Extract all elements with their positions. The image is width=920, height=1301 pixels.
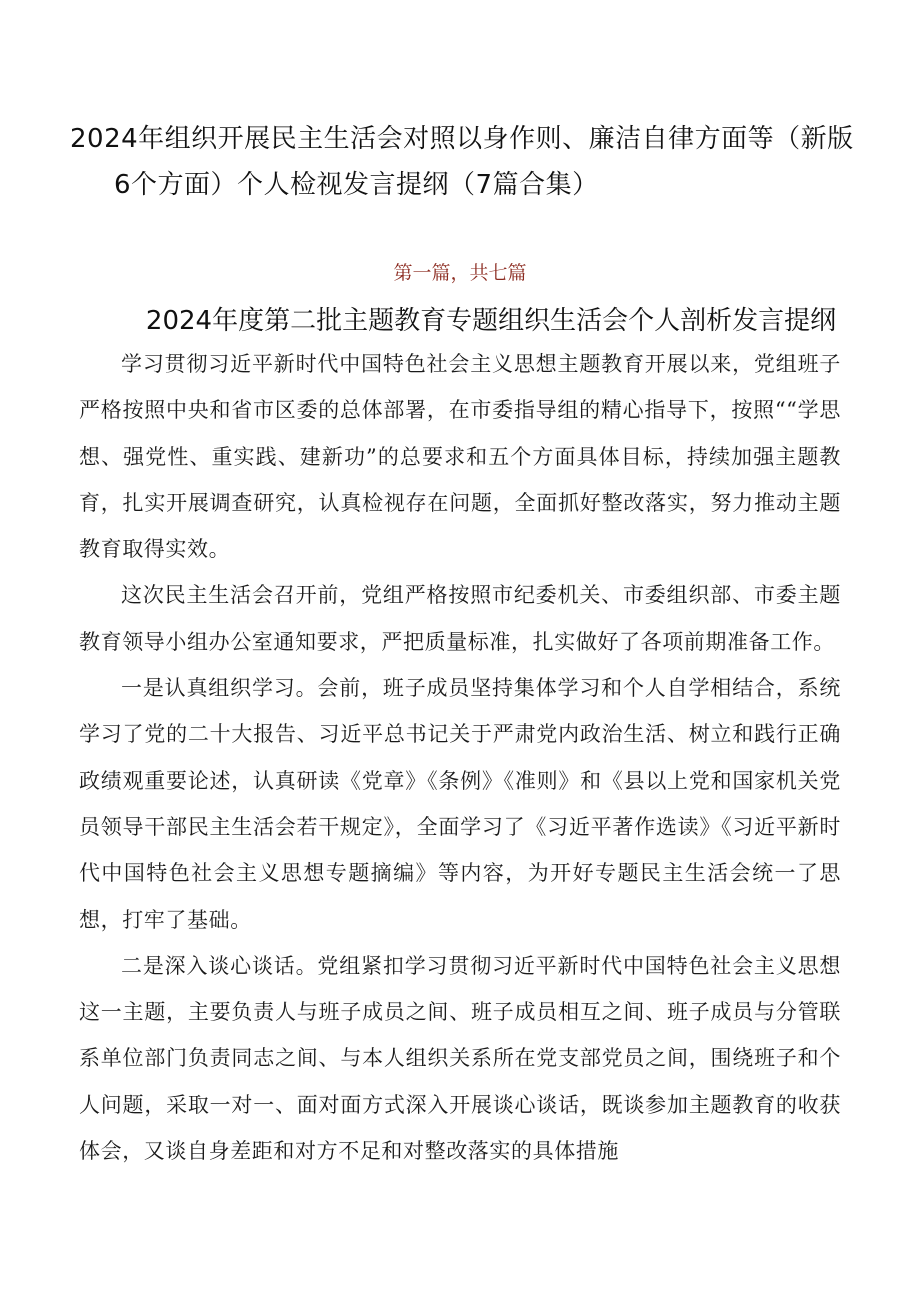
document-title-line-1: 2024年组织开展民主生活会对照以身作则、廉洁自律方面等（新版 <box>70 124 854 154</box>
document-title-line-2: 6个方面）个人检视发言提纲（7篇合集） <box>114 170 599 200</box>
article-body <box>79 341 841 1174</box>
document-title <box>70 116 870 208</box>
section-label: 第一篇，共七篇 <box>393 262 527 284</box>
article-title: 2024年度第二批主题教育专题组织生活会个人剖析发言提纲 <box>145 306 837 336</box>
paragraph: 一是认真组织学习。会前，班子成员坚持集体学习和个人自学相结合，系统学习了党的二十大报告、习近平总书记关于严肃党内政治生活、树立和践行正确政绩观重要论述，认真研读《党章》《条例》《准则》和《县以上党和国家机关党员领导干部民主生活会若干规定》，全面学习了《习近平著作选读》《习近平新时代中国特色社会主义思想专题摘编》等内容，为开好专题民主生活会统一了思想，打牢了基础。 <box>79 676 841 932</box>
paragraph: 二是深入谈心谈话。党组紧扣学习贯彻习近平新时代中国特色社会主义思想这一主题，主要负责人与班子成员之间、班子成员相互之间、班子成员与分管联系单位部门负责同志之间、与本人组织关系所在党支部党员之间，围绕班子和个人问题，采取一对一、面对面方式深入开展谈心谈话，既谈参加主题教育的收获体会，又谈自身差距和对方不足和对整改落实的具体措施 <box>79 953 841 1164</box>
paragraph: 学习贯彻习近平新时代中国特色社会主义思想主题教育开展以来，党组班子严格按照中央和省市区委的总体部署，在市委指导组的精心指导下，按照““学思想、强党性、重实践、建新功”的总要求和五个方面具体目标，持续加强主题教育，扎实开展调查研究，认真检视存在问题，全面抓好整改落实，努力推动主题教育取得实效。 <box>79 352 841 562</box>
paragraph: 这次民主生活会召开前，党组严格按照市纪委机关、市委组织部、市委主题教育领导小组办公室通知要求，严把质量标准，扎实做好了各项前期准备工作。 <box>79 583 841 654</box>
